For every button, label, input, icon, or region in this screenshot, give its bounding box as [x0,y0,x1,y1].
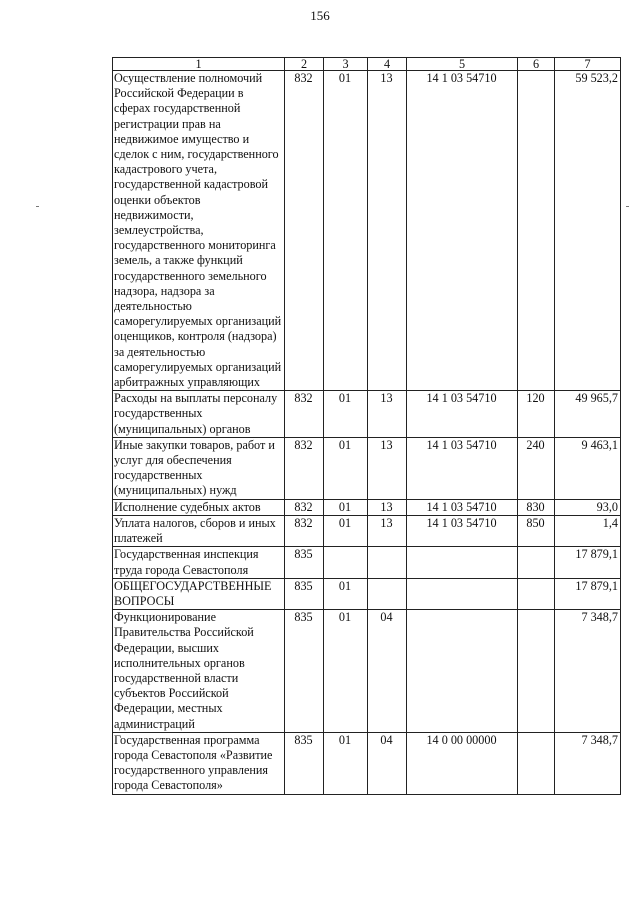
row-name: Исполнение судебных актов [113,499,285,515]
table-row [113,610,621,733]
subsection-code: 13 [368,437,407,499]
subsection-code: 13 [368,71,407,391]
amount: 1,4 [555,515,621,546]
amount: 17 879,1 [555,578,621,609]
row-name: Государственная инспекция труда города Севастополя [113,547,285,578]
section-code: 01 [324,515,368,546]
table-row [113,437,621,499]
target-article-code [407,547,518,578]
row-name: Государственная программа города Севастополя «Развитие государственного управления города Севастополя» [113,732,285,794]
ministry-code: 835 [285,547,324,578]
expense-type-code: 240 [518,437,555,499]
table-row [113,71,621,391]
amount: 59 523,2 [555,71,621,391]
scan-mark [626,206,629,207]
scan-mark [36,206,39,207]
header-col-7: 7 [555,58,621,71]
target-article-code: 14 0 00 00000 [407,732,518,794]
row-name: Осуществление полномочий Российской Федерации в сферах государственной регистрации прав на недвижимое имущество и сделок с ним, государственного кадастрового учета, государственной кадастровой оценки объектов недвижимости, землеустройства, государственного мониторинга земель, а также функций государственного земельного надзора, надзора за деятельностью саморегулируемых организаций оценщиков, контроля (надзора) за деятельностью саморегулируемых организаций арбитражных управляющих [113,71,285,391]
expense-type-code: 850 [518,515,555,546]
ministry-code: 835 [285,610,324,733]
target-article-code: 14 1 03 54710 [407,437,518,499]
table-row [113,499,621,515]
expense-type-code [518,610,555,733]
subsection-code [368,578,407,609]
section-code: 01 [324,437,368,499]
expense-type-code [518,578,555,609]
header-col-6: 6 [518,58,555,71]
subsection-code: 13 [368,515,407,546]
ministry-code: 832 [285,391,324,438]
target-article-code: 14 1 03 54710 [407,71,518,391]
row-name: Функционирование Правительства Российской Федерации, высших исполнительных органов государственной власти субъектов Российской Федерации, местных администраций [113,610,285,733]
ministry-code: 835 [285,732,324,794]
amount: 17 879,1 [555,547,621,578]
amount: 9 463,1 [555,437,621,499]
page-number: 156 [310,8,330,23]
row-name: Иные закупки товаров, работ и услуг для обеспечения государственных (муниципальных) нужд [113,437,285,499]
amount: 49 965,7 [555,391,621,438]
amount: 7 348,7 [555,732,621,794]
subsection-code: 13 [368,391,407,438]
table-row [113,391,621,438]
section-code: 01 [324,732,368,794]
row-name: Расходы на выплаты персоналу государственных (муниципальных) органов [113,391,285,438]
section-code: 01 [324,71,368,391]
budget-table [112,57,621,795]
ministry-code: 835 [285,578,324,609]
subsection-code: 04 [368,732,407,794]
target-article-code: 14 1 03 54710 [407,391,518,438]
row-name: Уплата налогов, сборов и иных платежей [113,515,285,546]
table-row [113,547,621,578]
header-col-5: 5 [407,58,518,71]
section-code [324,547,368,578]
target-article-code: 14 1 03 54710 [407,515,518,546]
expense-type-code [518,71,555,391]
subsection-code [368,547,407,578]
header-row [113,58,621,71]
target-article-code [407,578,518,609]
expense-type-code [518,732,555,794]
header-col-3: 3 [324,58,368,71]
section-code: 01 [324,578,368,609]
target-article-code [407,610,518,733]
table-row [113,578,621,609]
amount: 7 348,7 [555,610,621,733]
header-col-2: 2 [285,58,324,71]
ministry-code: 832 [285,437,324,499]
expense-type-code [518,547,555,578]
ministry-code: 832 [285,71,324,391]
subsection-code: 13 [368,499,407,515]
section-code: 01 [324,499,368,515]
ministry-code: 832 [285,499,324,515]
row-name: ОБЩЕГОСУДАРСТВЕННЫЕ ВОПРОСЫ [113,578,285,609]
expense-type-code: 830 [518,499,555,515]
header-col-4: 4 [368,58,407,71]
target-article-code: 14 1 03 54710 [407,499,518,515]
subsection-code: 04 [368,610,407,733]
expense-type-code: 120 [518,391,555,438]
amount: 93,0 [555,499,621,515]
table-row [113,515,621,546]
table-row [113,732,621,794]
section-code: 01 [324,610,368,733]
header-col-1: 1 [113,58,285,71]
ministry-code: 832 [285,515,324,546]
section-code: 01 [324,391,368,438]
